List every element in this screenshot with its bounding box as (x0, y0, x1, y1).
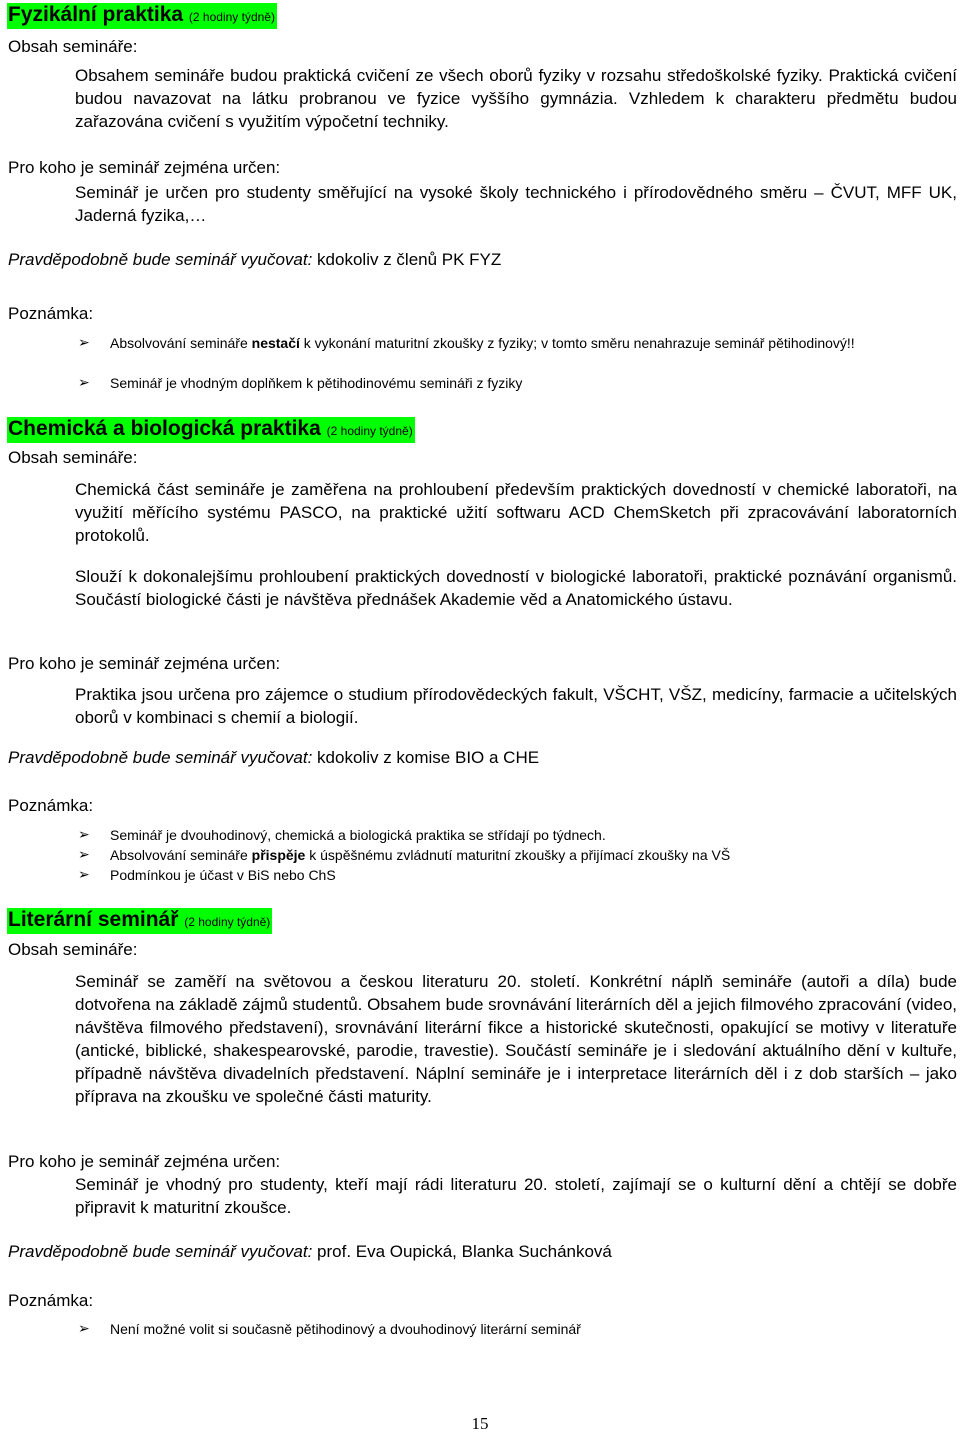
section-title-text: Chemická a biologická praktika (8, 417, 321, 440)
note-text: Absolvování semináře (110, 335, 252, 351)
obsah-label: Obsah semináře: (8, 37, 138, 56)
arrow-bullet-icon: ➢ (78, 866, 90, 882)
arrow-bullet-icon: ➢ (78, 826, 90, 842)
section-title-chem-bio (7, 417, 415, 443)
arrow-bullet-icon: ➢ (78, 374, 90, 390)
list-item (78, 335, 958, 353)
vyucovat-line (8, 1242, 612, 1262)
section-hours: (2 hodiny týdně) (188, 10, 275, 24)
vyucovat-value: kdokoliv z členů PK FYZ (317, 250, 502, 269)
section-hours: (2 hodiny týdně) (184, 915, 271, 929)
note-text: Absolvování semináře (110, 847, 252, 863)
arrow-bullet-icon: ➢ (78, 334, 90, 350)
vyucovat-value: prof. Eva Oupická, Blanka Suchánková (317, 1242, 612, 1261)
list-item (78, 847, 958, 865)
list-item (78, 1321, 958, 1339)
vyucovat-label: Pravděpodobně bude seminář vyučovat: (8, 250, 313, 269)
pro-koho-label: Pro koho je seminář zejména určen: (8, 158, 281, 177)
vyucovat-line (8, 748, 539, 768)
arrow-bullet-icon: ➢ (78, 1320, 90, 1336)
note-text: k vykonání maturitní zkoušky z fyziky; v tomto směru nenahrazuje seminář pětihodinový!! (299, 335, 855, 351)
pro-koho-text: Seminář je určen pro studenty směřující na vysoké školy technického i přírodovědného směru – ČVUT, MFF UK, Jaderná fyzika,… (75, 183, 957, 225)
obsah-text: Seminář se zaměří na světovou a českou literaturu 20. století. Konkrétní náplň semináře (autoři a díla) bude dotvořena na základě zájmů studentů. Obsahem bude srovnávání literárních děl a jejich filmového zpracování (video, návštěva filmového představení), srovnávání literární fikce a historické skutečnosti, opakující se motivy v literatuře (antické, biblické, shakespearovské, parodie, travestie). Součástí semináře je i sledování aktuálního dění v kultuře, případně návštěva divadelních představení. Náplní semináře je i interpretace literárních děl i z dob starších – jako příprava na zkoušku ve společné části maturity. (75, 972, 957, 1106)
vyucovat-line (8, 250, 501, 270)
vyucovat-label: Pravděpodobně bude seminář vyučovat: (8, 1242, 313, 1261)
pro-koho-text: Seminář je vhodný pro studenty, kteří mají rádi literaturu 20. století, zajímají se o kulturní dění a chtějí se dobře připravit k maturitní zkoušce. (75, 1175, 957, 1217)
obsah-text: Chemická část semináře je zaměřena na prohloubení především praktických dovedností v chemické laboratoři, na využití měřícího systému PASCO, na praktické užití softwaru ACD ChemSketch při zpracovávání laboratorních protokolů. (75, 480, 957, 545)
list-item (78, 827, 958, 845)
poznamka-label: Poznámka: (8, 796, 94, 815)
note-emphasis: nestačí (251, 335, 300, 351)
vyucovat-value: kdokoliv z komise BIO a CHE (317, 748, 540, 767)
note-text: Seminář je vhodným doplňkem k pětihodinovému semináři z fyziky (110, 375, 523, 391)
note-text: Seminář je dvouhodinový, chemická a biologická praktika se střídají po týdnech. (110, 827, 606, 843)
pro-koho-label: Pro koho je seminář zejména určen: (8, 1152, 281, 1171)
list-item (78, 375, 958, 393)
section-title-text: Fyzikální praktika (8, 3, 184, 26)
pro-koho-text: Praktika jsou určena pro zájemce o studium přírodovědeckých fakult, VŠCHT, VŠZ, medicíny, farmacie a učitelských oborů v kombinaci s chemií a biologií. (75, 685, 957, 727)
section-title-text: Literární seminář (8, 908, 179, 931)
obsah-text-2: Slouží k dokonalejšímu prohloubení praktických dovedností v biologické laboratoři, praktické poznávání organismů. Součástí biologické části je návštěva přednášek Akademie věd a Anatomického ústavu. (75, 567, 957, 609)
arrow-bullet-icon: ➢ (78, 846, 90, 862)
note-text: Není možné volit si současně pětihodinový a dvouhodinový literární seminář (110, 1321, 581, 1337)
vyucovat-label: Pravděpodobně bude seminář vyučovat: (8, 748, 313, 767)
poznamka-label: Poznámka: (8, 1291, 94, 1310)
poznamka-label: Poznámka: (8, 304, 94, 323)
note-emphasis: přispěje (251, 847, 306, 863)
list-item (78, 867, 958, 885)
obsah-text: Obsahem semináře budou praktická cvičení ze všech oborů fyziky v rozsahu středoškolské fyziky. Praktická cvičení budou navazovat na látku probranou ve fyzice vyššího gymnázia. Vzhledem k charakteru předmětu budou zařazována cvičení s využitím výpočetní techniky. (75, 66, 957, 131)
section-title-literarni (7, 908, 272, 934)
obsah-label: Obsah semináře: (8, 940, 138, 959)
page-number: 15 (471, 1414, 489, 1433)
obsah-label: Obsah semináře: (8, 448, 138, 467)
note-text: Podmínkou je účast v BiS nebo ChS (110, 867, 336, 883)
pro-koho-label: Pro koho je seminář zejména určen: (8, 654, 281, 673)
note-text: k úspěšnému zvládnutí maturitní zkoušky a přijímací zkoušky na VŠ (305, 847, 731, 863)
section-title-fyzika (7, 3, 277, 29)
section-hours: (2 hodiny týdně) (326, 424, 413, 438)
